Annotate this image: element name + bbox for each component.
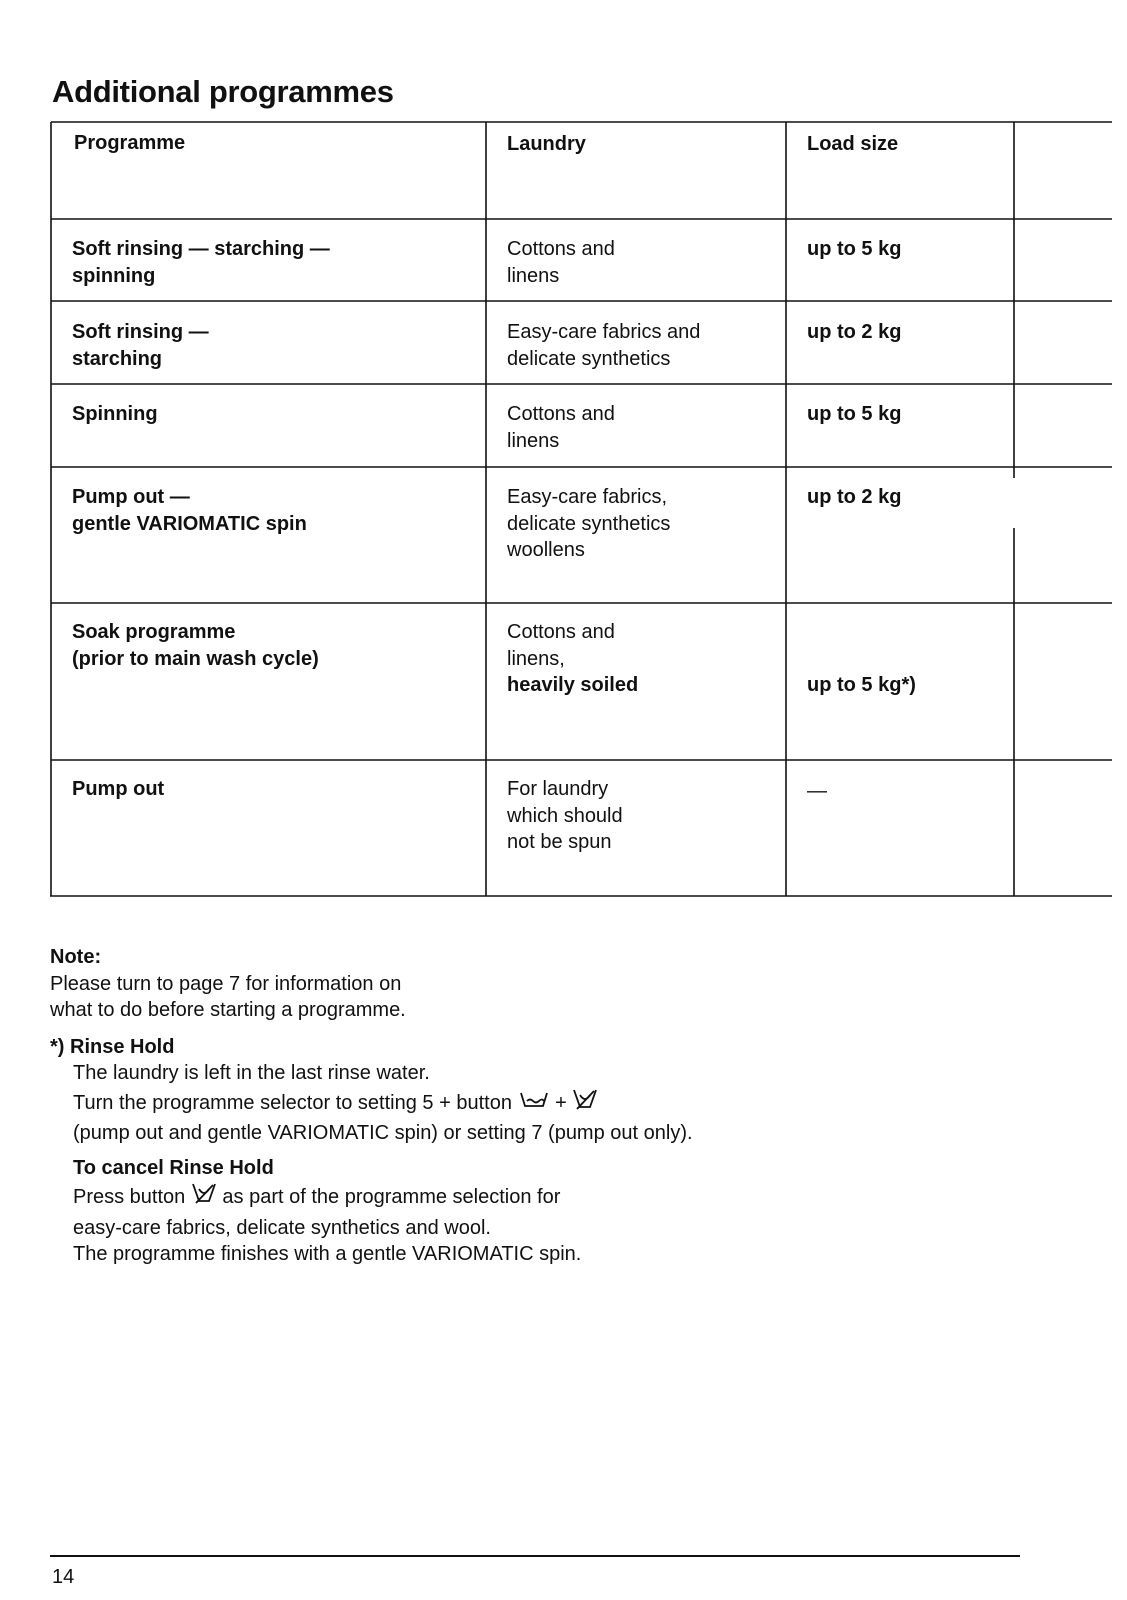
row3-load: up to 5 kg [807,403,902,425]
row2-load: up to 2 kg [807,321,902,343]
row2-programme: Soft rinsing — starching [72,321,209,370]
page-number: 14 [52,1566,75,1588]
note-heading: Note: [50,946,102,968]
footer-rule [50,1555,1020,1557]
header-laundry: Laundry [507,133,586,155]
rinse-hold-instruction: Turn the programme selector to setting 5 + button + [50,1087,810,1121]
rinse-hold-heading: *) Rinse Hold [50,1035,175,1058]
row3-programme: Spinning [72,403,158,425]
row5-laundry: Cottons and linens, heavily soiled [507,621,639,696]
gentle-spin-icon [191,1181,217,1215]
cancel-rinse-hold-heading: To cancel Rinse Hold [73,1156,274,1179]
page-title: Additional programmes [52,74,394,109]
cancel-instruction: Press button as part of the programme selection for [50,1181,810,1215]
row5-load: up to 5 kg*) [807,674,916,696]
row1-programme: Soft rinsing — starching — spinning [72,238,330,287]
row5-programme: Soak programme (prior to main wash cycle) [72,621,319,670]
header-load-size: Load size [807,133,899,155]
cancel-line: easy-care fabrics, delicate synthetics and wool. [73,1216,491,1239]
row6-load: — [807,780,827,802]
rinse-hold-line: (pump out and gentle VARIOMATIC spin) or setting 7 (pump out only). [73,1122,693,1144]
rinse-hold-line: The laundry is left in the last rinse water. [73,1062,430,1084]
note-line: what to do before starting a programme. [50,999,406,1021]
row1-laundry: Cottons and linens [507,238,615,287]
row2-laundry: Easy-care fabrics and delicate synthetics [507,321,701,370]
row6-programme: Pump out [72,778,165,800]
row1-load: up to 5 kg [807,238,902,260]
note-line: Please turn to page 7 for information on [50,972,402,995]
row4-programme: Pump out — gentle VARIOMATIC spin [72,486,307,535]
row3-laundry: Cottons and linens [507,403,615,452]
row6-laundry: For laundry which should not be spun [507,778,623,853]
header-programme: Programme [74,132,186,154]
notes-section [50,944,810,1268]
row4-load: up to 2 kg [807,486,902,508]
pump-out-icon [518,1089,550,1119]
row4-laundry: Easy-care fabrics, delicate synthetics woollens [507,486,671,561]
gentle-spin-icon [572,1087,598,1121]
cancel-line: The programme finishes with a gentle VARIOMATIC spin. [73,1243,582,1265]
